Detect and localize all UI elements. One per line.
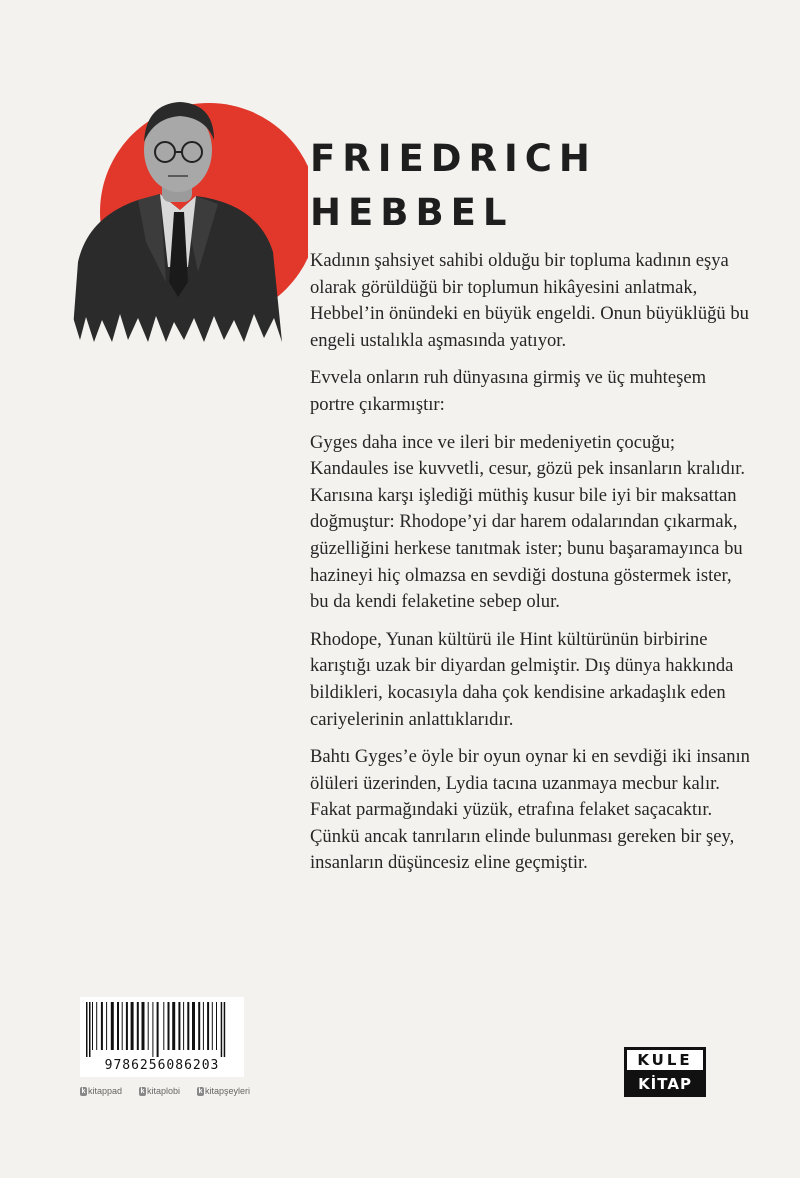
author-name xyxy=(310,132,597,240)
isbn-barcode xyxy=(80,997,244,1077)
barcode-bar xyxy=(152,1002,153,1057)
barcode-bar xyxy=(96,1002,97,1050)
barcode-bar xyxy=(183,1002,184,1050)
barcode-bar xyxy=(163,1002,164,1050)
store-logo-kitapseyleri xyxy=(197,1086,250,1096)
blurb-paragraph-5: Bahtı Gyges’e öyle bir oyun oynar ki en sevdiği iki insanın ölüleri üzerinden, Lydia tacına uzanmaya mecbur kalır. Fakat parmağındaki yüzük, etrafına felaket saçacaktır. Çünkü ancak tanrıların elinde bulunması gereken bir şey, insanların düşüncesiz eline geçmiştir. xyxy=(310,746,750,874)
barcode-bar xyxy=(101,1002,103,1050)
barcode-bar xyxy=(178,1002,180,1050)
author-first-name: FRIEDRICH xyxy=(310,137,597,180)
blurb-paragraph-3: Gyges daha ince ve ileri bir medeniyetin çocuğu; Kandaules ise kuvvetli, cesur, gözü pek insanların kralıdır. Karısına karşı işlediği müthiş kusur bile iyi bir maksattan doğmuştur: Rhodope’yi dar harem odalarından çıkarmak, güzelliğini herkese tanıtmak ister; bunu başaramayınca bu hazineyi hiç olmazsa en sevdiği dostuna göstermek ister, bu da kendi felaketine sebep olur. xyxy=(310,431,746,613)
back-cover-blurb xyxy=(310,248,750,888)
store-logo-kitappad xyxy=(80,1086,122,1096)
store-name: kitaplobi xyxy=(146,1086,181,1096)
barcode-bar xyxy=(126,1002,128,1050)
barcode-bar xyxy=(168,1002,170,1050)
barcode-bar xyxy=(224,1002,226,1057)
publisher-name-line1: KULE xyxy=(627,1050,703,1073)
kitaplobi-icon: k xyxy=(140,1087,145,1095)
barcode-bar xyxy=(106,1002,107,1050)
barcode-bar xyxy=(148,1002,149,1050)
publisher-name-line2: KİTAP xyxy=(627,1073,703,1095)
store-logo-kitaplobi xyxy=(139,1086,180,1096)
author-portrait-icon xyxy=(68,92,308,342)
barcode-bar xyxy=(92,1002,93,1050)
barcode-bar xyxy=(198,1002,200,1050)
barcode-bar xyxy=(86,1002,88,1057)
barcode-bar xyxy=(111,1002,114,1050)
barcode-bar xyxy=(137,1002,139,1050)
blurb-paragraph-2: Evvela onların ruh dünyasına girmiş ve üç muhteşem portre çıkarmıştır: xyxy=(310,367,707,415)
blurb-paragraph-1: Kadının şahsiyet sahibi olduğu bir topluma kadının eşya olarak görüldüğü bir toplumun hikâyesini anlatmak, Hebbel’in önündeki en büyük engeldi. Onun büyüklüğü bu engeli ustalıkla aşmasında yatıyor. xyxy=(310,250,749,351)
isbn-number: 9786256086203 xyxy=(104,1058,220,1073)
barcode-bar xyxy=(89,1002,91,1057)
barcode-bar xyxy=(157,1002,159,1057)
barcode-bar xyxy=(207,1002,209,1050)
barcode-bar xyxy=(212,1002,213,1050)
barcode-icon xyxy=(84,1002,240,1057)
barcode-bar xyxy=(187,1002,189,1050)
blurb-paragraph-4: Rhodope, Yunan kültürü ile Hint kültürünün birbirine karıştığı uzak bir diyardan gelmiştir. Dış dünya hakkında bildikleri, kocasıyla daha çok kendisine arkadaşlık eden cariyelerinin anlattıklarıdır. xyxy=(310,628,734,730)
barcode-bar xyxy=(122,1002,123,1050)
store-logos xyxy=(80,1084,250,1098)
barcode-bar xyxy=(117,1002,119,1050)
store-name: kitappad xyxy=(88,1086,123,1096)
barcode-bar xyxy=(216,1002,217,1050)
kitappad-icon: k xyxy=(81,1087,86,1095)
barcode-bar xyxy=(192,1002,195,1050)
kitapseyleri-icon: k xyxy=(198,1087,203,1095)
barcode-bar xyxy=(221,1002,223,1057)
barcode-bar xyxy=(172,1002,175,1050)
barcode-bar xyxy=(131,1002,134,1050)
author-last-name: HEBBEL xyxy=(310,191,514,234)
store-name: kitapşeyleri xyxy=(204,1086,250,1096)
barcode-bar xyxy=(142,1002,145,1050)
author-portrait xyxy=(68,92,308,342)
publisher-logo xyxy=(624,1047,706,1097)
barcode-bar xyxy=(203,1002,204,1050)
